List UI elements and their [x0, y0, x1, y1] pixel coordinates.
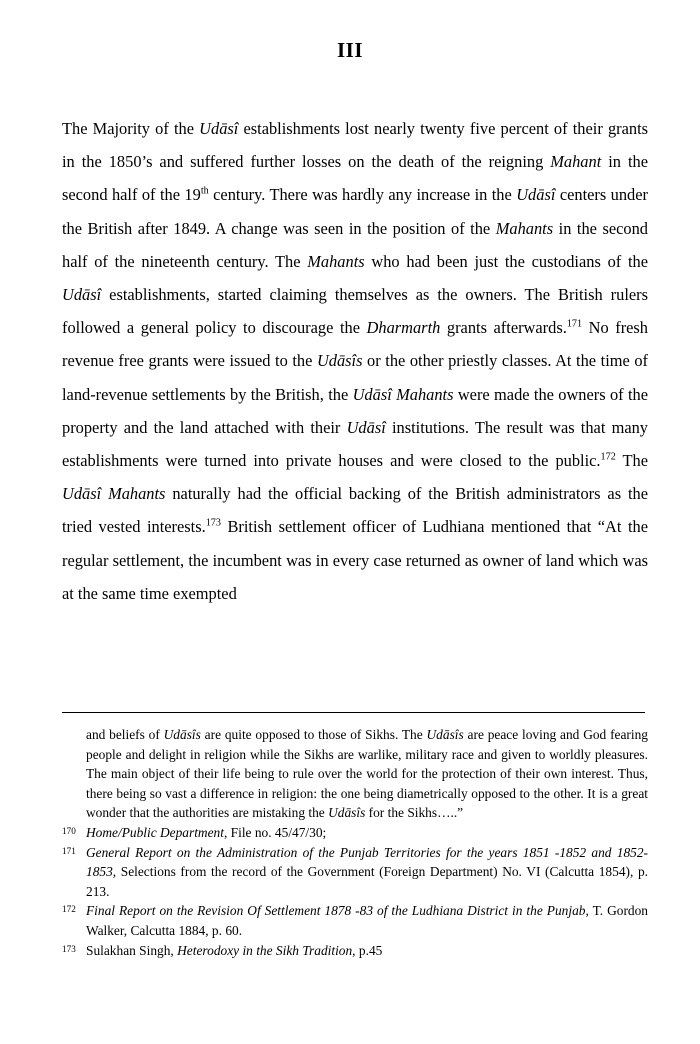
footnote-text: General Report on the Administration of the Punjab Territories for the years 1851 -1852 and 1852-1853, Selections from the record of the Government (Foreign Department) No. VI (Calcutta 1854), p. 213. [86, 844, 648, 899]
footnote-list [62, 823, 648, 960]
body-text-block [62, 112, 648, 610]
footnote-item [62, 901, 648, 940]
chapter-heading: III [336, 38, 364, 62]
footnote-separator-rule [62, 712, 645, 713]
footnote-item [62, 843, 648, 902]
footnote-item [62, 941, 648, 961]
footnote-number: 170 [62, 825, 76, 836]
footnote-text: Final Report on the Revision Of Settlement 1878 -83 of the Ludhiana District in the Punjab, T. Gordon Walker, Calcutta 1884, p. 60. [86, 903, 648, 938]
footnote-item [62, 823, 648, 843]
footnote-text: Home/Public Department, File no. 45/47/30; [86, 824, 327, 840]
footnote-number: 171 [62, 845, 76, 856]
footnote-number: 172 [62, 904, 76, 915]
footnote-continuation: and beliefs of Udāsîs are quite opposed to those of Sikhs. The Udāsîs are peace loving and God fearing people and delight in religion while the Sikhs are warlike, military race and given to worldly pleasures. The main object of their life being to rule over the world for the protection of their own interest. Thus, there being so vast a difference in religion: the one being diametrically opposed to the other. It is a great wonder that the authorities are mistaking the Udāsîs for the Sikhs…..” [86, 727, 648, 821]
footnote-number: 173 [62, 943, 76, 954]
body-paragraph: The Majority of the Udāsî establishments lost nearly twenty five percent of their grants in the 1850’s and suffered further losses on the death of the reigning Mahant in the second half of the 19th century. There was hardly any increase in the Udāsî centers under the British after 1849. A change was seen in the position of the Mahants in the second half of the nineteenth century. The Mahants who had been just the custodians of the Udāsî establishments, started claiming themselves as the owners. The British rulers followed a general policy to discourage the Dharmarth grants afterwards.$^{171}$ No fresh revenue free grants were issued to the Udāsîs or the other priestly classes. At the time of land-revenue settlements by the British, the Udāsî Mahants were made the owners of the property and the land attached with their Udāsî institutions. The result was that many establishments were turned into private houses and were closed to the public.$^{172}$ The Udāsî Mahants naturally had the official backing of the British administrators as the tried vested interests.$^{173}$ British settlement officer of Ludhiana mentioned that “At the regular settlement, the incumbent was in every case returned as owner of land which was at the same time exempted [62, 119, 649, 603]
footnote-area [62, 725, 648, 960]
footnote-text: Sulakhan Singh, Heterodoxy in the Sikh Tradition, p.45 [86, 942, 383, 958]
